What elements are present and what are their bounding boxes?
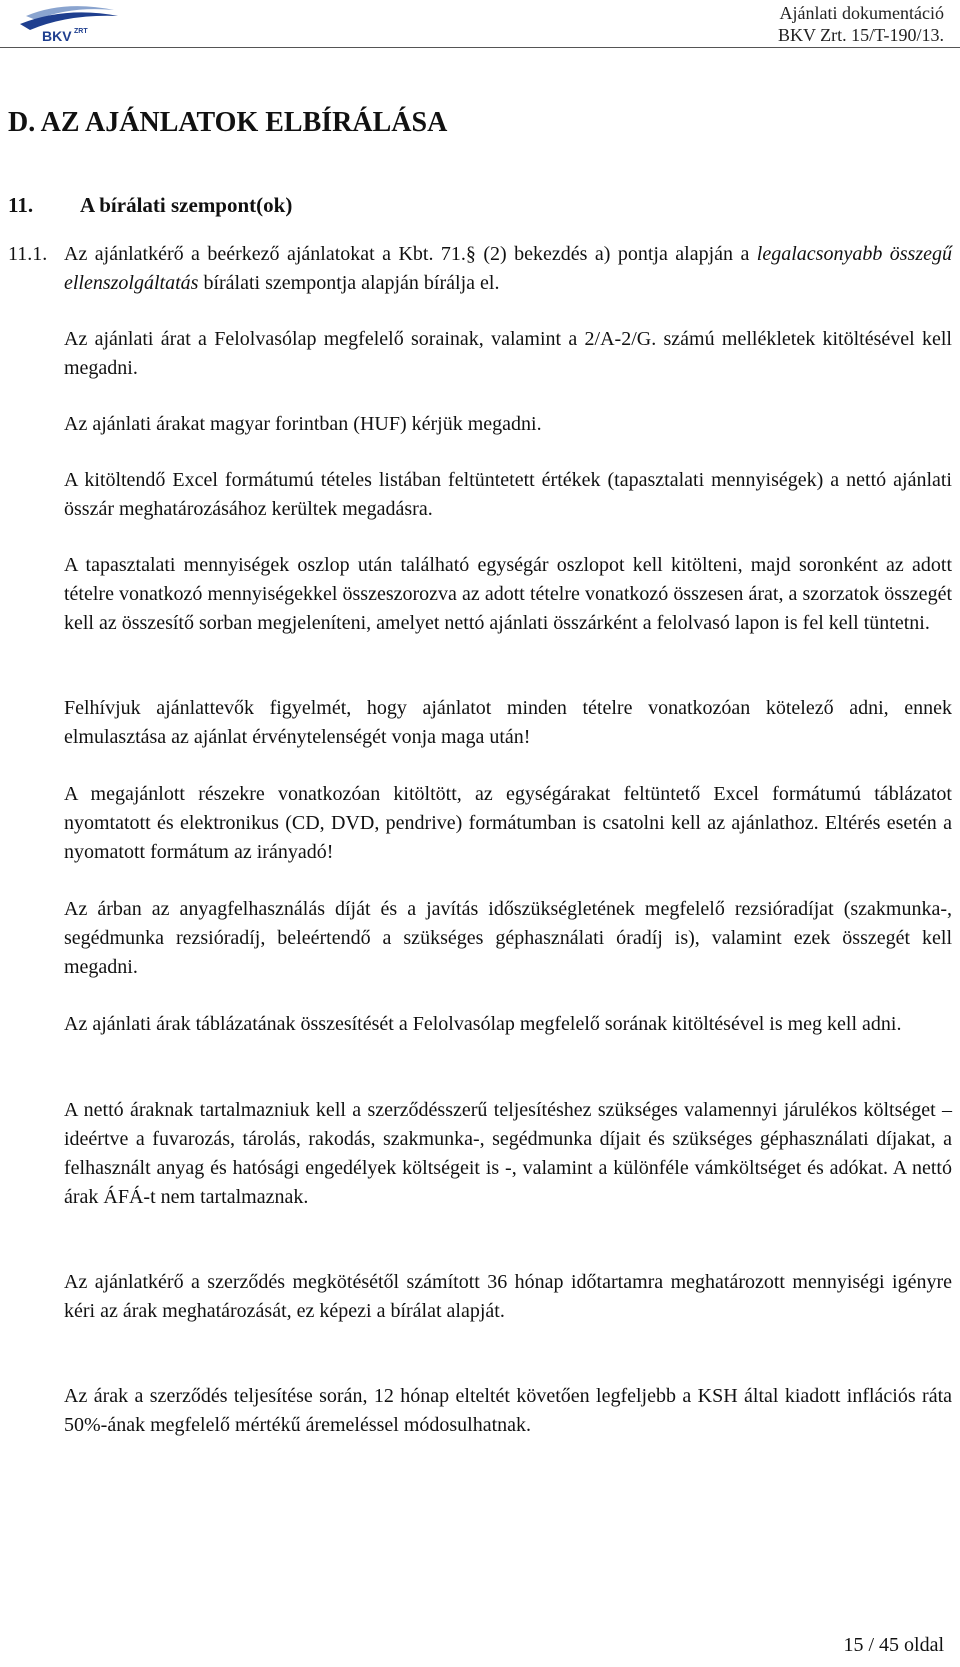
paragraph-net-prices: A nettó áraknak tartalmazniuk kell a szerződésszerű teljesítéshez szükséges valamennyi járulékos költséget – ideértve a fuvarozás, tárolás, rakodás, szakmunka-, segédmunka díjait és szükséges géphasználati díjakat, a felhasznált anyag és hatósági engedélyek költségeit is -, valamint a különféle vámköltséget és adókat. A nettó árak ÁFÁ-t nem tartalmaznak.	[64, 1099, 952, 1208]
paragraph-price-increase: Az árak a szerződés teljesítése során, 12 hónap elteltét követően legfeljebb a KSH által kiadott inflációs ráta 50%-ának megfelelő mértékű áremeléssel módosulhatnak.	[64, 1385, 952, 1436]
paragraph-excel-attachment: A megajánlott részekre vonatkozóan kitöltött, az egységárakat feltüntető Excel formátumú táblázatot nyomtatott és elektronikus (CD, DVD, pendrive) formátumban is csatolni kell az ajánlathoz. Eltérés esetén a nyomatott formátum az irányadó!	[64, 783, 952, 863]
paragraph-mandatory-items: Felhívjuk ajánlattevők figyelmét, hogy ajánlatot minden tételre vonatkozóan kötelező adni, ennek elmulasztása az ajánlat érvénytelenségét vonja maga után!	[64, 697, 952, 748]
paragraph-unit-price: A tapasztalati mennyiségek oszlop után található egységár oszlopot kell kitölteni, majd soronként az adott tételre vonatkozó mennyiségekkel összeszorozva az adott tételre vonatkozó összesen árat, a szorzatok összegét kell az összesítő sorban megjeleníteni, amelyet nettó ajánlati összárként a felolvasó lapon is fel kell tüntetni.	[64, 554, 952, 634]
paragraph-excel-list: A kitöltendő Excel formátumú tételes listában feltüntetett értékek (tapasztalati mennyiségek) a nettó ajánlati összár meghatározásához kerültek megadásra.	[64, 469, 952, 520]
subsection-paragraph	[64, 240, 952, 298]
chapter-title: D. AZ AJÁNLATOK ELBÍRÁLÁSA	[8, 107, 448, 138]
section-title: A bírálati szempont(ok)	[80, 193, 293, 217]
paragraph-summary: Az ajánlati árak táblázatának összesítését a Felolvasólap megfelelő sorának kitöltésével is meg kell adni.	[64, 1013, 902, 1035]
doc-type: Ajánlati dokumentáció	[779, 3, 944, 23]
logo-suffix: ZRT	[74, 28, 88, 35]
subsection-number: 11.1.	[8, 243, 48, 265]
subsection-text-before: Az ajánlatkérő a beérkező ajánlatokat a Kbt. 71.§ (2) bekezdés a) pontja alapján a	[64, 243, 757, 265]
section-number: 11.	[8, 193, 34, 217]
header-doc-info	[778, 2, 944, 46]
doc-reference: BKV Zrt. 15/T-190/13.	[777, 25, 944, 45]
paragraph-currency: Az ajánlati árakat magyar forintban (HUF) kérjük megadni.	[64, 413, 542, 435]
paragraph-material-costs: Az árban az anyagfelhasználás díját és a javítás időszükségletének megfelelő rezsióradíjat (szakmunka-, segédmunka rezsióradíj, beleértendő a szükséges géphasználati óradíj is), valamint ezek összegét kell megadni.	[64, 898, 952, 978]
paragraph-price-form: Az ajánlati árat a Felolvasólap megfelelő sorainak, valamint a 2/A-2/G. számú mellékletek kitöltésével kell megadni.	[64, 328, 952, 379]
header-divider	[0, 47, 960, 48]
bkv-logo	[6, 2, 124, 44]
subsection-text-after: bírálati szempontja alapján bírálja el.	[198, 272, 500, 294]
page-header	[0, 0, 960, 48]
paragraph-contract-period: Az ajánlatkérő a szerződés megkötésétől számított 36 hónap időtartamra meghatározott mennyiségi igényre kéri az árak meghatározását, ez képezi a bírálat alapját.	[64, 1271, 952, 1322]
logo-text: BKV	[42, 28, 72, 44]
page-number: 15 / 45 oldal	[843, 1634, 944, 1656]
subsection-text-italic: legalacsonyabb összegű ellenszolgáltatás	[64, 243, 952, 294]
